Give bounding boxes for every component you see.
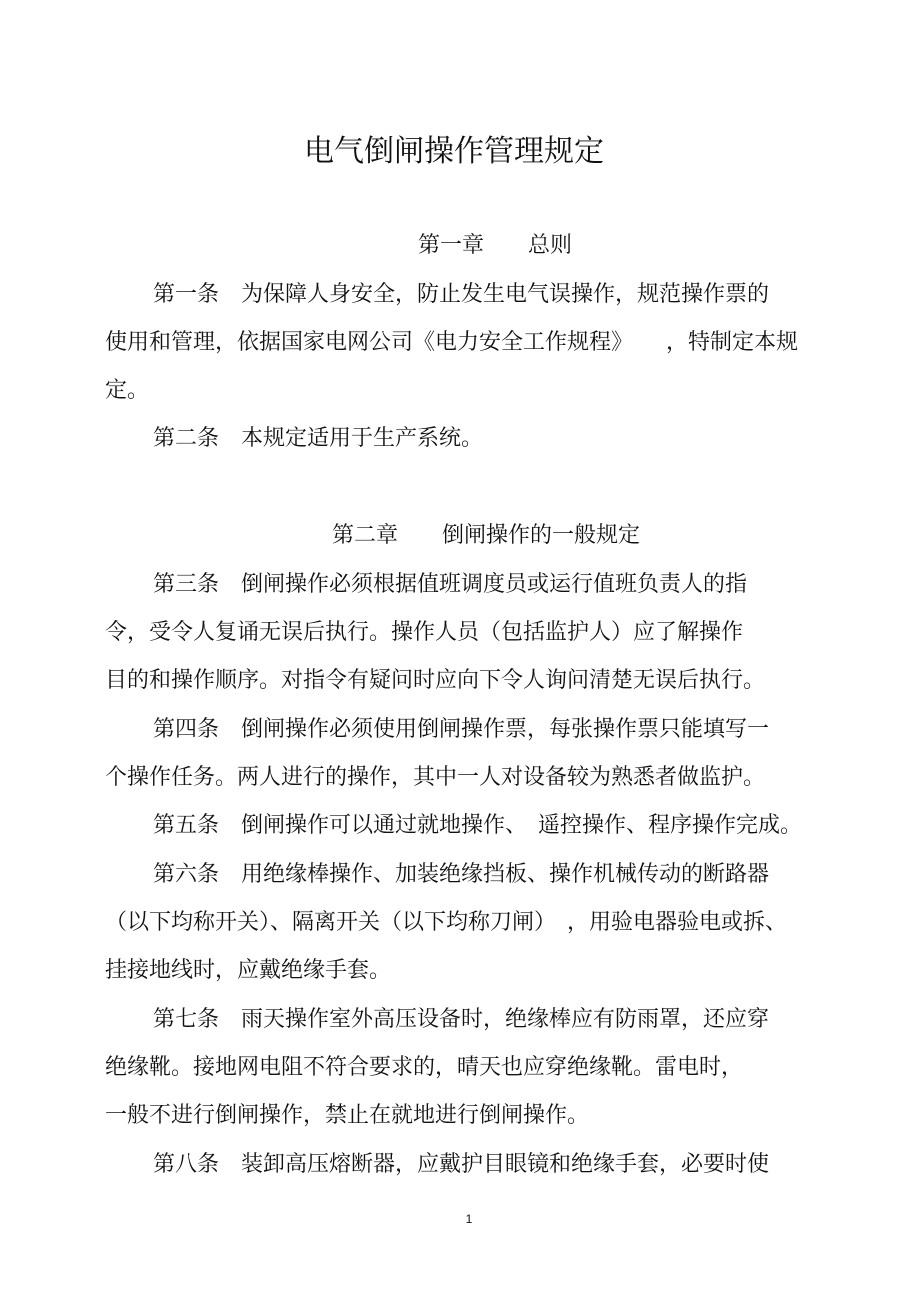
article-line: 第七条 雨天操作室外高压设备时，绝缘棒应有防雨罩，还应穿 — [153, 1007, 770, 1032]
article-line: 一般不进行倒闸操作，禁止在就地进行倒闸操作。 — [105, 1103, 590, 1128]
article-line: 个操作任务。两人进行的操作，其中一人对设备较为熟悉者做监护。 — [105, 765, 766, 790]
article-line: 第一条 为保障人身安全，防止发生电气误操作，规范操作票的 — [153, 282, 770, 307]
article-line: 第四条 倒闸操作必须使用倒闸操作票，每张操作票只能填写一 — [153, 717, 770, 742]
page-number: 1 — [465, 1212, 473, 1226]
article-line: 第六条 用绝缘棒操作、加装绝缘挡板、操作机械传动的断路器 — [153, 862, 770, 887]
article-line: 第八条 装卸高压熔断器，应戴护目眼镜和绝缘手套，必要时使 — [153, 1152, 770, 1177]
chapter-heading: 第二章 倒闸操作的一般规定 — [332, 523, 641, 548]
article-line: 绝缘靴。接地网电阻不符合要求的，晴天也应穿绝缘靴。雷电时， — [105, 1055, 744, 1080]
article-line: 目的和操作顺序。对指令有疑问时应向下令人询问清楚无误后执行。 — [105, 668, 766, 693]
article-line: 第五条 倒闸操作可以通过就地操作、 遥控操作、程序操作完成。 — [153, 813, 803, 838]
article-line: （以下均称开关）、隔离开关（以下均称刀闸） ，用验电器验电或拆、 — [105, 910, 788, 935]
chapter-heading: 第一章 总则 — [418, 233, 573, 258]
article-line: 定。 — [105, 378, 150, 403]
document-title: 电气倒闸操作管理规定 — [304, 134, 604, 169]
article-line: 令，受令人复诵无误后执行。操作人员（包括监护人）应了解操作 — [105, 620, 744, 645]
article-line: 使用和管理，依据国家电网公司《电力安全工作规程》 ，特制定本规 — [105, 330, 799, 355]
article-line: 第三条 倒闸操作必须根据值班调度员或运行值班负责人的指 — [153, 572, 748, 597]
article-line: 挂接地线时，应戴绝缘手套。 — [105, 958, 392, 983]
article-line: 第二条 本规定适用于生产系统。 — [153, 426, 484, 451]
